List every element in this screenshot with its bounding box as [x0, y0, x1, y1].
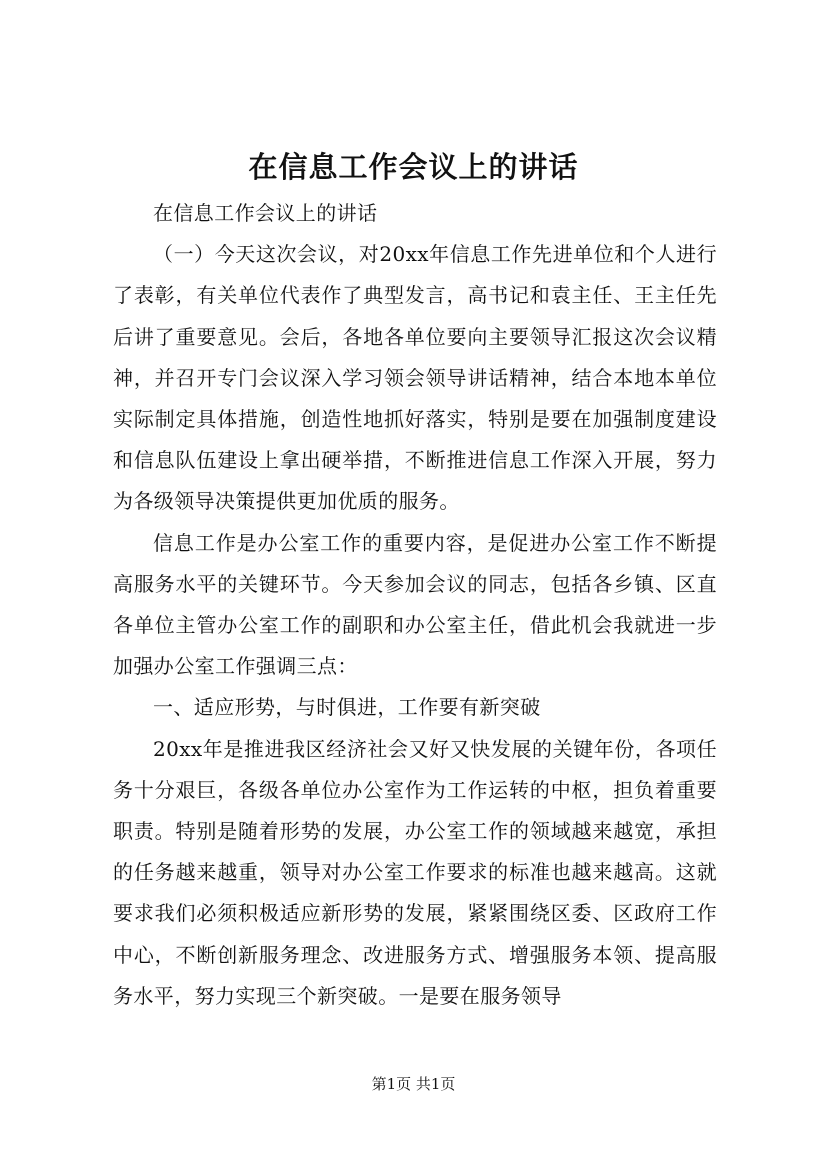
paragraph-subtitle: 在信息工作会议上的讲话	[153, 201, 378, 225]
document-title: 在信息工作会议上的讲话	[248, 150, 579, 184]
paragraph-1: （一）今天这次会议，对20xx年信息工作先进单位和个人进行了表彰，有关单位代表作了典型发言，高书记和袁主任、王主任先后讲了重要意见。会后，各地各单位要向主要领导汇报这次会议精神，并召开专门会议深入学习领会领导讲话精神，结合本地本单位实际制定具体措施，创造性地抓好落实，特别是要在加强制度建设和信息队伍建设上拿出硬举措，不断推进信息工作深入开展，努力为各级领导决策提供更加优质的服务。	[113, 242, 717, 514]
page-footer: 第1页 共1页	[371, 1075, 456, 1093]
document-body	[113, 193, 717, 1017]
paragraph-2: 信息工作是办公室工作的重要内容，是促进办公室工作不断提高服务水平的关键环节。今天参加会议的同志，包括各乡镇、区直各单位主管办公室工作的副职和办公室主任，借此机会我就进一步加强办公室工作强调三点：	[113, 530, 717, 679]
paragraph-3: 20xx年是推进我区经济社会又好又快发展的关键年份，各项任务十分艰巨，各级各单位办公室作为工作运转的中枢，担负着重要职责。特别是随着形势的发展，办公室工作的领域越来越宽，承担的任务越来越重，领导对办公室工作要求的标准也越来越高。这就要求我们必须积极适应新形势的发展，紧紧围绕区委、区政府工作中心，不断创新服务理念、改进服务方式、增强服务本领、提高服务水平，努力实现三个新突破。一是要在服务领导	[113, 736, 717, 1008]
section-heading-1: 一、适应形势，与时俱进，工作要有新突破	[153, 695, 541, 720]
